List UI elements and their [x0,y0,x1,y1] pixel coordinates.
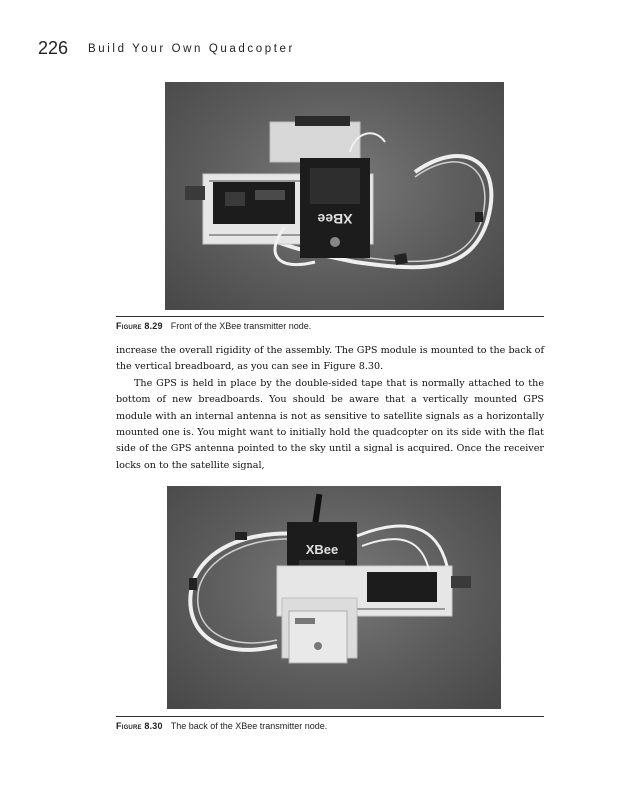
figure-photo-back [167,486,501,709]
xbee-label-front: XBee [317,211,353,227]
figure-photo-front [165,82,504,310]
paragraph: The GPS is held in place by the double-sided tape that is normally attached to the bottom of new breadboards. You should be aware that a vertically mounted GPS module with an internal antenna is not as sensitive to satellite signals as a horizontally mounted one is. You might want to initially hold the quadcopter on its side with the flat side of the GPS antenna pointed to the sky until a signal is acquired. Once the receiver locks on to the satellite signal, [116,377,544,471]
figure-rule [116,716,544,717]
xbee-label-back: XBee [305,542,339,557]
figure-label: Figure 8.29 [116,321,163,331]
figure-caption-text: The back of the XBee transmitter node. [170,721,328,731]
page-number: 226 [38,38,69,58]
body-text [116,343,544,474]
xbee-back-photo-illustration [167,486,501,709]
figure-caption-text: Front of the XBee transmitter node. [170,321,312,331]
page-header [38,38,598,60]
xbee-front-photo-illustration [165,82,504,310]
paragraph: increase the overall rigidity of the assembly. The GPS module is mounted to the back of the vertical breadboard, as you can see in Figure 8.30. [116,345,544,373]
figure-caption [116,321,311,331]
running-title: Build Your Own Quadcopter [88,43,295,55]
figure-caption [116,721,327,731]
figure-label: Figure 8.30 [116,721,163,731]
figure-rule [116,316,544,317]
